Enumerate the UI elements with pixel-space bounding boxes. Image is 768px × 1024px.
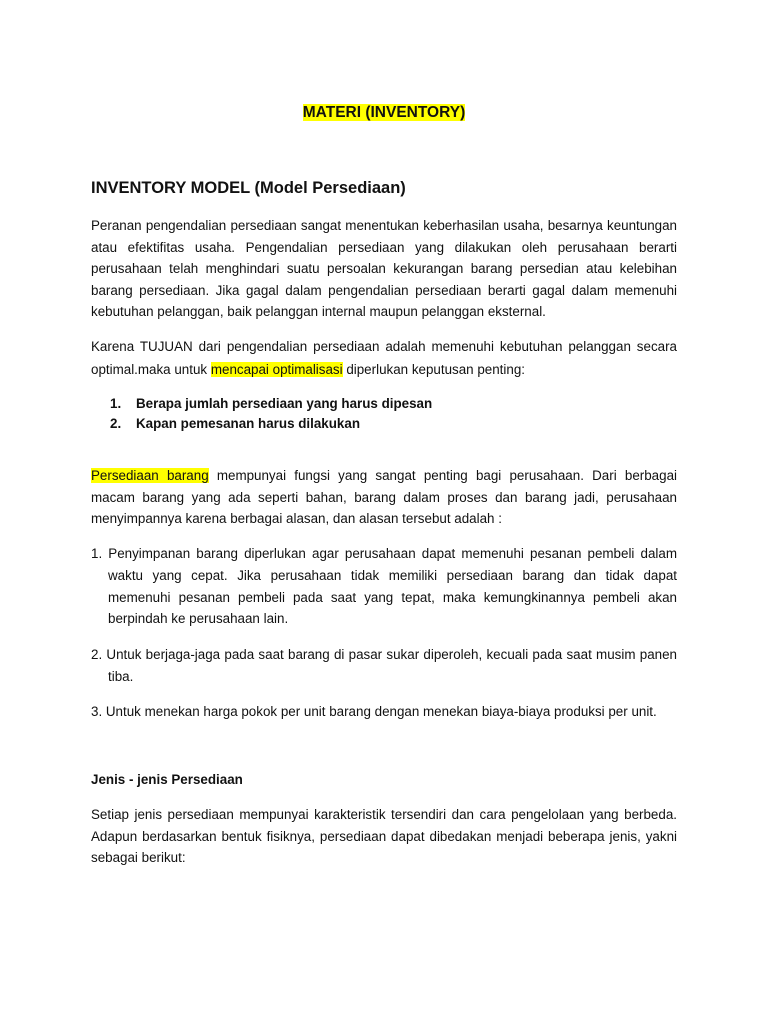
- paragraph-purpose-end: diperlukan keputusan penting:: [342, 361, 525, 377]
- title-highlight: MATERI (INVENTORY): [302, 104, 466, 121]
- list-item: [110, 394, 610, 414]
- highlight-persediaan-barang: Persediaan barang: [91, 468, 209, 483]
- paragraph-purpose: [91, 336, 677, 381]
- list-text: Berapa jumlah persediaan yang harus dipesan: [136, 396, 433, 411]
- list-number: 1.: [110, 396, 122, 411]
- reason-item-2: 2. Untuk berjaga-jaga pada saat barang di pasar sukar diperoleh, kecuali pada saat musim panen tiba.: [91, 647, 677, 684]
- list-text: Kapan pemesanan harus dilakukan: [136, 415, 360, 431]
- section-heading: INVENTORY MODEL (Model Persediaan): [91, 179, 406, 197]
- reason-item-1: 1. Penyimpanan barang diperlukan agar perusahaan dapat memenuhi pesanan pembeli dalam waktu yang cepat. Jika perusahaan tidak memiliki persediaan barang dan tidak dapat memenuhi pesanan pembeli pada saat yang tepat, maka kemungkinannya pembeli akan berpindah ke perusahaan lain.: [91, 546, 677, 627]
- paragraph-purpose-text: Karena TUJUAN dari pengendalian persediaan adalah memenuhi kebutuhan pelanggan secara optimal.maka untuk: [91, 339, 677, 377]
- list-item: [110, 414, 610, 434]
- highlight-optimalisasi: mencapai optimalisasi: [210, 361, 343, 377]
- decision-list: [110, 394, 610, 433]
- paragraph-function: [91, 465, 677, 530]
- subheading: Jenis - jenis Persediaan: [91, 772, 243, 787]
- paragraph-types: Setiap jenis persediaan mempunyai karakteristik tersendiri dan cara pengelolaan yang berbeda. Adapun berdasarkan bentuk fisiknya, persediaan dapat dibedakan menjadi beberapa jenis, yakni sebagai berikut:: [91, 807, 677, 866]
- paragraph-function-text: mempunyai fungsi yang sangat penting bagi perusahaan. Dari berbagai macam barang yang ada seperti bahan, barang dalam proses dan barang jadi, perusahaan menyimpannya karena berbagai alasan, dan alasan tersebut adalah :: [91, 468, 677, 527]
- list-number: 2.: [110, 415, 122, 431]
- paragraph-intro: Peranan pengendalian persediaan sangat menentukan keberhasilan usaha, besarnya keuntungan atau efektifitas usaha. Pengendalian persediaan yang dilakukan oleh perusahaan berarti perusahaan telah menghindari suatu persoalan kekurangan barang persedian atau kelebihan barang persediaan. Jika gagal dalam pengendalian persediaan berarti gagal dalam memenuhi kebutuhan pelanggan, baik pelanggan internal maupun pelanggan eksternal.: [91, 218, 677, 320]
- reason-item-3: 3. Untuk menekan harga pokok per unit barang dengan menekan biaya-biaya produksi per unit.: [91, 704, 657, 719]
- document-title: [0, 103, 768, 123]
